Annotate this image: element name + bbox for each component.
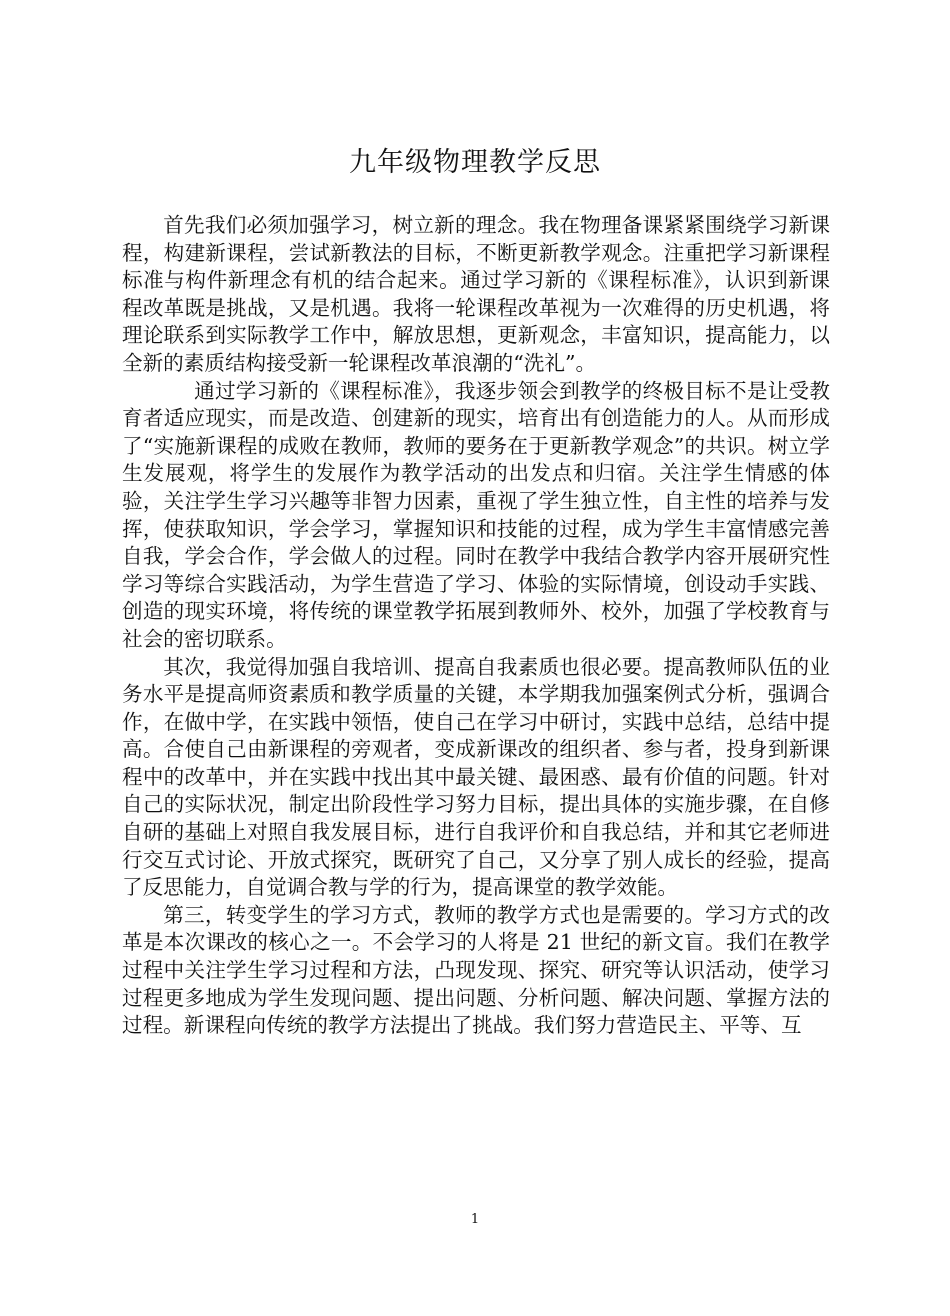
document-body <box>122 212 830 1040</box>
paragraph-2: 通过学习新的《课程标准》，我逐步领会到教学的终极目标不是让受教育者适应现实，而是改造、创建新的现实，培育出有创造能力的人。从而形成了“实施新课程的成败在教师，教师的要务在于更新教学观念”的共识。树立学生发展观，将学生的发展作为教学活动的出发点和归宿。关注学生情感的体验，关注学生学习兴趣等非智力因素，重视了学生独立性，自主性的培养与发挥，使获取知识，学会学习，掌握知识和技能的过程，成为学生丰富情感完善自我，学会合作，学会做人的过程。同时在教学中我结合教学内容开展研究性学习等综合实践活动，为学生营造了学习、体验的实际情境，创设动手实践、创造的现实环境，将传统的课堂教学拓展到教师外、校外，加强了学校教育与社会的密切联系。 <box>122 378 830 651</box>
paragraph-4: 第三，转变学生的学习方式，教师的教学方式也是需要的。学习方式的改革是本次课改的核心之一。不会学习的人将是 21 世纪的新文盲。我们在教学过程中关注学生学习过程和方法，凸现发现、探究、研究等认识活动，使学习过程更多地成为学生发现问题、提出问题、分析问题、解决问题、掌握方法的过程。新课程向传统的教学方法提出了挑战。我们努力营造民主、平等、互 <box>122 902 830 1038</box>
page-number: 1 <box>470 1212 480 1227</box>
paragraph-1: 首先我们必须加强学习，树立新的理念。我在物理备课紧紧围绕学习新课程，构建新课程，尝试新教法的目标，不断更新教学观念。注重把学习新课程标准与构件新理念有机的结合起来。通过学习新的《课程标准》，认识到新课程改革既是挑战，又是机遇。我将一轮课程改革视为一次难得的历史机遇，将理论联系到实际教学工作中，解放思想，更新观念，丰富知识，提高能力，以全新的素质结构接受新一轮课程改革浪潮的“洗礼”。 <box>122 213 830 375</box>
document-title: 九年级物理教学反思 <box>349 147 601 178</box>
paragraph-3: 其次，我觉得加强自我培训、提高自我素质也很必要。提高教师队伍的业务水平是提高师资素质和教学质量的关键，本学期我加强案例式分析，强调合作，在做中学，在实践中领悟，使自己在学习中研讨，实践中总结，总结中提高。合使自己由新课程的旁观者，变成新课改的组织者、参与者，投身到新课程中的改革中，并在实践中找出其中最关键、最困惑、最有价值的问题。针对自己的实际状况，制定出阶段性学习努力目标，提出具体的实施步骤，在自修自研的基础上对照自我发展目标，进行自我评价和自我总结，并和其它老师进行交互式讨论、开放式探究，既研究了自己，又分享了别人成长的经验，提高了反思能力，自觉调合教与学的行为，提高课堂的教学效能。 <box>122 654 830 900</box>
